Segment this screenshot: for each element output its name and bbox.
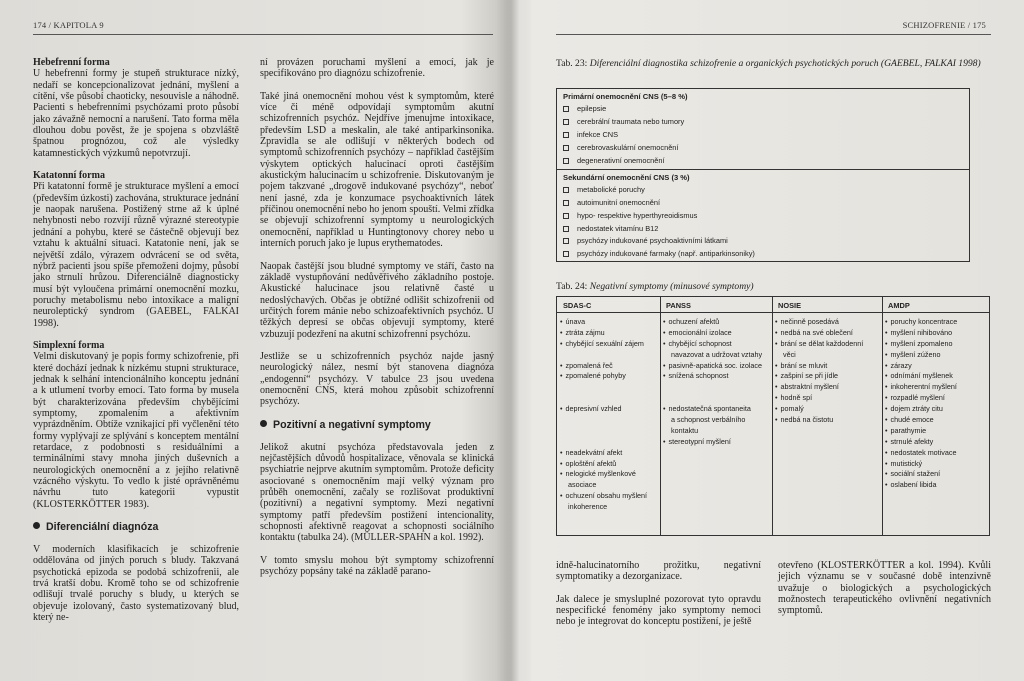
- table-23-section: [557, 170, 969, 263]
- table-24-header-nosie: NOSIE: [778, 301, 801, 310]
- table-24-cell-line: • depresivní vzhled: [560, 404, 660, 415]
- subsection-heading: Simplexní forma: [33, 339, 105, 351]
- table-24-cell-line: • nedostatek motivace: [885, 448, 989, 459]
- table-24-cell-line: • strnulé afekty: [885, 437, 989, 448]
- header-rule-left: [33, 34, 493, 35]
- table-24-cell-line: • rozpadlé myšlení: [885, 393, 989, 404]
- table-23-item-text: cerebrovaskulární onemocnění: [577, 142, 679, 152]
- checkbox-square-icon: [563, 200, 569, 206]
- table-23-item: [557, 141, 969, 154]
- table-24-cell-line: a schopnost verbálního: [671, 415, 746, 425]
- body-paragraph: Při katatonní formě je strukturace myšlení a emocí (především úzkosti) zachována, strukturace jednání je naopak narušena. Postižený strne až k úplné nehybnosti nebo rozvíjí různě výrazné stereotypie jednání a pohybu, které se částečně objevují bez vztahu k aktuální situaci. Katatonie není, jak se největší zdálo, výrazem odvrácení se od světa, nýbrž pacienti jsou spíše přemoženi dojmy, působí jako strnulí hrůzou. Diferenciálně diagnosticky musí být vyloučena primární onemocnění mozku, poruchy metabolismu nebo intoxikace a maligní neuroleptický syndrom (GAEBEL, FALKAI 1998).: [33, 181, 239, 329]
- table-24-cell-line: • abstraktní myšlení: [775, 382, 880, 393]
- table-24-cell-line: • chybějící schopnost: [663, 339, 771, 350]
- table-24-caption: [556, 281, 992, 293]
- table-24-header-panss: PANSS: [666, 301, 691, 310]
- table-24-cell-line: [663, 382, 771, 393]
- table-24-cell-line: • zpomalená řeč: [560, 361, 660, 372]
- table-24-cell-line: [560, 426, 660, 437]
- table-23-section-title: Sekundární onemocnění CNS (3 %): [563, 172, 690, 182]
- table-24-cell-line: • pomalý: [775, 404, 880, 415]
- header-rule-right: [556, 34, 991, 35]
- table-24-cell-line: kontaktu: [671, 425, 699, 435]
- book-gutter: [496, 0, 530, 681]
- table-24-header-sdas: SDAS-C: [563, 301, 592, 310]
- paragraph-spacer: [260, 544, 494, 555]
- left-page-column-1: [33, 57, 239, 623]
- body-paragraph: U hebefrenní formy je stupeň strukturace nízký, nedaří se koncepcionalizovat jednání, myšlení a cítění, vše působí chaoticky, nesouvisle a náhodně. Pacienti s hebefrenními psychózami proto působí jako závažně nemocní a narušení. Tato forma měla dlouhou dobu pověst, že je spojena s obzvláště špatnou prognózou, což ale výsledky katamnestických výzkumů nepotvrzují.: [33, 68, 239, 159]
- table-23-item-text: metabolické poruchy: [577, 185, 645, 195]
- table-23-item-text: degenerativní onemocnění: [577, 155, 665, 165]
- table-23-item: [557, 197, 969, 210]
- right-page-column-2: [778, 560, 991, 617]
- table-24-cell-line: • nedbá na čistotu: [775, 415, 880, 426]
- table-23-item: [557, 248, 969, 261]
- table-23-item: [557, 209, 969, 222]
- body-paragraph: otevřeno (KLOSTERKÖTTER a kol. 1994). Kvůli jejich významu se v současné době intenzivně uvažuje o biologických a psychologických možnostech terapeutického ovlivnění negativních symptomů.: [778, 560, 991, 617]
- checkbox-square-icon: [563, 213, 569, 219]
- checkbox-square-icon: [563, 238, 569, 244]
- checkbox-square-icon: [563, 119, 569, 125]
- table-23-item: [557, 184, 969, 197]
- table-24-cell-line: • nelogické myšlenkové: [560, 469, 660, 480]
- checkbox-square-icon: [563, 158, 569, 164]
- body-paragraph: ní provázen poruchami myšlení a emocí, jak je specifikováno pro diagnózu schizofrenie.: [260, 57, 494, 80]
- table-24-cell-line: navazovat a udržovat vztahy: [671, 349, 763, 359]
- body-paragraph: Jak dalece je smysluplné pozorovat tyto opravdu nespecifické fenomény jako symptomy nemoci nebo je integrovat do konceptu postižení, je ještě: [556, 593, 761, 628]
- table-24-cell-line: • sociální stažení: [885, 469, 989, 480]
- table-24-cell-line: • stereotypní myšlení: [663, 437, 771, 448]
- table-24-cell-line: • myšlení nihibováno: [885, 328, 989, 339]
- checkbox-square-icon: [563, 251, 569, 257]
- paragraph-spacer: [260, 340, 494, 351]
- section-heading-text: Diferenciální diagnóza: [46, 521, 159, 534]
- table-23-item: [557, 103, 969, 116]
- table-24-cell-line: inkoherence: [568, 502, 608, 512]
- table-24-cell-line: • dojem ztráty citu: [885, 404, 989, 415]
- running-head-left: 174 / KAPITOLA 9: [33, 20, 104, 30]
- checkbox-square-icon: [563, 226, 569, 232]
- table-24-cell-line: • mutistický: [885, 459, 989, 470]
- table-23-title: Diferenciální diagnostika schizofrenie a organických psychotických poruch (GAEBEL, FALKAI 1998): [589, 58, 981, 69]
- table-24-cell-line: věci: [783, 349, 796, 359]
- table-24-cell-line: • chybějící sexuální zájem: [560, 339, 660, 350]
- left-page-column-2: [260, 57, 494, 577]
- right-page-column-1: [556, 560, 761, 628]
- table-24-label: Tab. 24:: [556, 281, 588, 292]
- table-24: [556, 296, 990, 536]
- checkbox-square-icon: [563, 106, 569, 112]
- table-24-cell-line: • zárazy: [885, 361, 989, 372]
- checkbox-square-icon: [563, 145, 569, 151]
- table-23-section-title: Primární onemocnění CNS (5–8 %): [563, 92, 688, 101]
- section-heading-text: Pozitivní a negativní symptomy: [273, 418, 431, 431]
- paragraph-spacer: [260, 80, 494, 91]
- body-paragraph: V tomto smyslu mohou být symptomy schizofrenní psychózy popsány také na základě parano-: [260, 554, 494, 578]
- paragraph-spacer: [260, 431, 494, 442]
- table-24-title: Negativní symptomy (minusové symptomy): [589, 281, 754, 292]
- table-24-cell-line: • myšlení zúženo: [885, 350, 989, 361]
- table-24-cell-line: [560, 382, 660, 393]
- table-23-item-text: nedostatek vitamínu B12: [577, 223, 659, 233]
- paragraph-spacer: [33, 533, 239, 544]
- table-24-cell-line: • neadekvátní afekt: [560, 448, 660, 459]
- table-24-cell-line: [560, 415, 660, 426]
- table-24-col-panss: [663, 317, 771, 448]
- table-24-col-sdas: [560, 317, 660, 513]
- table-24-cell-line: • oploštění afektů: [560, 459, 660, 470]
- table-23-item-text: infekce CNS: [577, 129, 619, 139]
- body-paragraph: Velmi diskutovaný je popis formy schizofrenie, při které dochází jednak k nízkému stupni strukturace, jednak k selhání intencionálního konceptu jednání a k utlumení tvorby emocí. Tato forma by musela být charakterizována především chybějícími symptomy, zpomalením a afektivním vyprázdněním. Obtíže vznikající při vyčlenění této formy vyplývají ze splývání s konceptem mentální retardace, z podobnosti s residuálními a terminálními stavy mnoha jiných duševních a neurologických onemocnění a z jejího relativně vzácného výskytu. To vedlo k jisté oprávněnému návrhu tuto kategorii vypustit (KLOSTERKÖTTER 1983).: [33, 351, 239, 510]
- table-23-item: [557, 222, 969, 235]
- table-24-cell-line: • oslabení libida: [885, 480, 989, 491]
- table-23-item-text: psychózy indukované psychoaktivními látkami: [577, 236, 728, 246]
- table-24-cell-line: • odnímání myšlenek: [885, 371, 989, 382]
- table-24-divider: [772, 297, 773, 535]
- table-24-cell-line: • hodně spí: [775, 393, 880, 404]
- table-24-cell-line: • ztráta zájmu: [560, 328, 660, 339]
- table-24-cell-line: • parathymie: [885, 426, 989, 437]
- table-24-cell-line: • zpomalené pohyby: [560, 371, 660, 382]
- body-paragraph: Také jiná onemocnění mohou vést k symptomům, které více či méně odpovídají symptomům akutní schizofrenních psychóz. Nejdříve jmenujme intoxikace, především LSD a meskalin, ale také antiparkinsonika. Zpravidla se ale odlišují v některých bodech od symptomů schizofrenních psychózy – například častějším výskytem optických halucinací oproti častějším akustickým halucinacím u schizofrenie. Diskutovaným je pojem takzvané „drogově indukované psychózy“, neboť není jasné, zda je konzumace psychoaktivních látek příčinou onemocnění nebo ho jenom spouští. Velmi zřídka se objevují schizofrenní symptomy u neurologických onemocnění, například u Huntingtonovy chorey nebo u interních poruch jako je lupus erythematodes.: [260, 90, 494, 250]
- paragraph-spacer: [260, 408, 494, 419]
- table-24-cell-line: • pasivně-apatická soc. izolace: [663, 361, 771, 372]
- table-24-cell-line: • inkoherentní myšlení: [885, 382, 989, 393]
- table-24-cell-line: • emocionální izolace: [663, 328, 771, 339]
- table-23-caption: [556, 58, 992, 70]
- table-24-col-amdp: [885, 317, 989, 491]
- table-23-item: [557, 129, 969, 142]
- paragraph-spacer: [260, 250, 494, 261]
- checkbox-square-icon: [563, 132, 569, 138]
- table-23-item: [557, 116, 969, 129]
- table-24-cell-line: • chudé emoce: [885, 415, 989, 426]
- subsection-heading: Hebefrenní forma: [33, 57, 110, 68]
- table-24-cell-line: • nečinně posedává: [775, 317, 880, 328]
- table-23-item-text: cerebrální traumata nebo tumory: [577, 117, 685, 127]
- table-24-cell-line: • ochuzení obsahu myšlení: [560, 491, 660, 502]
- table-24-header-amdp: AMDP: [888, 301, 910, 310]
- table-24-cell-line: [560, 437, 660, 448]
- body-paragraph: Jelikož akutní psychóza představovala jeden z nejčastějších důvodů hospitalizace, věnovala se klinická psychiatrie nejprve akutním symptomům. Protože deficity asociované s onemocněním mají velký význam pro průběh onemocnění, začaly se rozlišovat produktivní (pozitivní) a negativní symptomy. Mezi negativní symptomy patří především postižení intencionality, schopnosti afektivně reagovat a schopnosti sociálního kontaktu (tabulka 24). (MÜLLER-SPAHN a kol. 1992).: [260, 441, 494, 544]
- table-24-cell-line: [560, 350, 660, 361]
- table-24-cell-line: • poruchy koncentrace: [885, 317, 989, 328]
- paragraph-spacer: [33, 510, 239, 521]
- table-23-item-text: epilepsie: [577, 104, 607, 114]
- table-24-cell-line: [560, 393, 660, 404]
- table-24-cell-line: • brání se mluvit: [775, 361, 880, 372]
- table-24-cell-line: asociace: [568, 480, 597, 490]
- table-24-cell-line: • myšlení zpomaleno: [885, 339, 989, 350]
- subsection-heading: Katatonní forma: [33, 170, 105, 182]
- table-24-cell-line: • únava: [560, 317, 660, 328]
- bullet-icon: [33, 522, 40, 529]
- table-24-cell-line: • nedostatečná spontaneita: [663, 404, 771, 415]
- table-24-cell-line: • ochuzení afektů: [663, 317, 771, 328]
- table-24-divider: [660, 297, 661, 535]
- table-23-item: [557, 154, 969, 167]
- checkbox-square-icon: [563, 187, 569, 193]
- paragraph-spacer: [33, 159, 239, 170]
- running-head-right: SCHIZOFRENIE / 175: [902, 20, 986, 30]
- section-heading: [33, 521, 239, 533]
- table-23-item-text: psychózy indukované farmaky (např. antiparkinsoniky): [577, 249, 755, 259]
- table-23-item-text: autoimunitní onemocnění: [577, 198, 660, 208]
- body-paragraph: Naopak častější jsou bludné symptomy ve stáří, často na základě vystupňování nedůvěřivého základního postoje. Akustické halucinace jsou relativně časté u nedoslýchavých. Občas je obtížné odlišit schizofrenii od určitých forem mánie nebo schizoafektivních psychóz. U těžkých depresí se občas objevují symptomy, které vzbuzují podezření na akutní schizofrenní psychózu.: [260, 260, 494, 340]
- body-paragraph: idně-halucinatorního prožitku, negativní symptomatiky a dezorganizace.: [556, 560, 761, 583]
- table-24-cell-line: [663, 393, 771, 404]
- body-paragraph: V moderních klasifikacích je schizofrenie oddělována od jiných poruch s bludy. Takzvaná psychotická epizoda se podobá schizofrenii, ale trvá kratší dobu. Kromě toho se od schizofrenie odlišují trvalé poruchy s bludy, u kterých se objevuje izolovaný, často systematizovaný blud, který ne-: [33, 544, 239, 624]
- table-24-cell-line: • brání se dělat každodenní: [775, 339, 880, 350]
- table-23-item: [557, 235, 969, 248]
- table-23: [556, 88, 970, 262]
- table-23-item-text: hypo- respektive hyperthyreoidismus: [577, 210, 698, 220]
- table-24-divider: [882, 297, 883, 535]
- table-24-cell-line: • nedbá na své oblečení: [775, 328, 880, 339]
- table-24-cell-line: • zašpiní se při jídle: [775, 371, 880, 382]
- table-24-cell-line: • snížená schopnost: [663, 371, 771, 382]
- body-paragraph: Jestliže se u schizofrenních psychóz najde jasný neurologický nález, nesmí být stanovena diagnóza „endogenní“ psychózy. V tabulce 23 jsou uvedena onemocnění CNS, která mohou způsobit schizofrenní psychózy.: [260, 350, 494, 408]
- paragraph-spacer: [556, 583, 761, 594]
- table-24-col-nosie: [775, 317, 880, 426]
- table-23-section: [557, 89, 969, 170]
- paragraph-spacer: [33, 329, 239, 340]
- bullet-icon: [260, 420, 267, 427]
- section-heading: [260, 419, 494, 431]
- table-23-label: Tab. 23:: [556, 58, 588, 69]
